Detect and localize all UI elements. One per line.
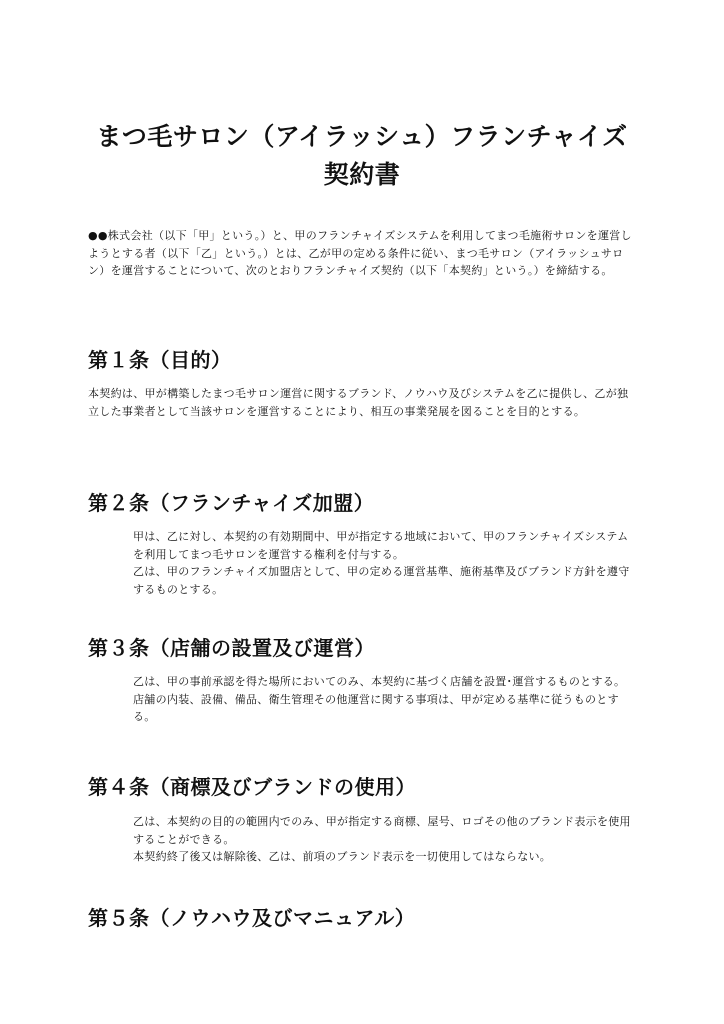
article-3-body	[133, 673, 638, 726]
article-3-paragraph-1: 乙は、甲の事前承認を得た場所においてのみ、本契約に基づく店舗を設置･運営するものとする。	[133, 675, 626, 688]
article-4-paragraph-2: 本契約終了後又は解除後、乙は、前項のブランド表示を一切使用してはならない。	[133, 850, 552, 863]
article-2-heading: 第２条（フランチャイズ加盟）	[88, 491, 375, 515]
article-3-heading: 第３条（店舗の設置及び運営）	[88, 636, 375, 660]
article-4-body	[133, 813, 638, 866]
intro-paragraph: ●●株式会社（以下「甲」という。）と、甲のフランチャイズシステムを利用してまつ毛施術サロンを運営しようとする者（以下「乙」という。）とは、乙が甲の定める条件に従い、まつ毛サロン（アイラッシュサロン）を運営することについて、次のとおりフランチャイズ契約（以下「本契約」という。）を締結する。	[88, 229, 632, 277]
article-2-paragraph-2: 乙は、甲のフランチャイズ加盟店として、甲の定める運営基準、施術基準及びブランド方針を遵守するものとする。	[133, 565, 630, 596]
article-4-heading: 第４条（商標及びブランドの使用）	[88, 775, 416, 799]
title-line-2: 契約書	[323, 160, 401, 189]
article-1-heading: 第１条（目的）	[88, 348, 232, 372]
article-2-paragraph-1: 甲は、乙に対し、本契約の有効期間中、甲が指定する地域において、甲のフランチャイズシステムを利用してまつ毛サロンを運営する権利を付与する。	[133, 530, 629, 561]
document-title	[60, 118, 664, 194]
article-2-body	[133, 528, 638, 598]
article-4-paragraph-1: 乙は、本契約の目的の範囲内でのみ、甲が指定する商標、屋号、ロゴその他のブランド表示を使用することができる。	[133, 815, 631, 846]
article-5-heading: 第５条（ノウハウ及びマニュアル）	[88, 906, 416, 930]
article-1-paragraph-1: 本契約は、甲が構築したまつ毛サロン運営に関するブランド、ノウハウ及びシステムを乙に提供し、乙が独立した事業者として当該サロンを運営することにより、相互の事業発展を図ることを目的とする。	[88, 387, 629, 418]
title-line-1: まつ毛サロン（アイラッシュ）フランチャイズ	[96, 122, 628, 151]
article-1-body	[88, 385, 636, 420]
article-3-paragraph-2: 店舗の内装、設備、備品、衛生管理その他運営に関する事項は、甲が定める基準に従うものとする。	[133, 692, 619, 723]
